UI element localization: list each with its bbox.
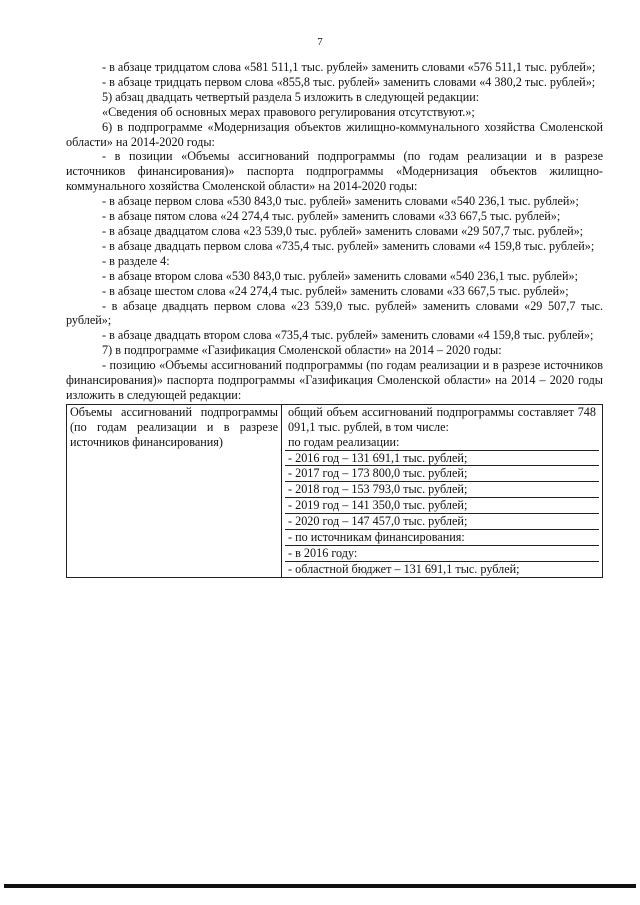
paragraph: - в абзаце пятом слова «24 274,4 тыс. рублей» заменить словами «33 667,5 тыс. рублей»;: [102, 209, 561, 224]
paragraph: - в абзаце двадцатом слова «23 539,0 тыс. рублей» заменить словами «29 507,7 тыс. рублей»;: [102, 223, 584, 238]
paragraph: - в разделе 4:: [102, 253, 170, 268]
paragraph: - в абзаце первом слова «530 843,0 тыс. рублей» заменить словами «540 236,1 тыс. рублей»;: [102, 194, 579, 209]
paragraph: - в абзаце тридцатом слова «581 511,1 тыс. рублей» заменить словами «576 511,1 тыс. рублей»;: [102, 60, 596, 74]
table-value-line: - 2016 год – 131 691,1 тыс. рублей;: [285, 451, 599, 467]
table-value-line: по годам реализации:: [285, 435, 599, 451]
document-body: [66, 60, 603, 578]
paragraph: - в абзаце двадцать первом слова «735,4 тыс. рублей» заменить словами «4 159,8 тыс. рублей»;: [102, 238, 595, 253]
table-value-cell: [282, 404, 603, 577]
table-value-line: - 2019 год – 141 350,0 тыс. рублей;: [285, 498, 599, 514]
paragraph: - в абзаце двадцать первом слова «23 539,0 тыс. рублей» заменить словами «29 507,7 тыс. рублей»;: [66, 298, 603, 328]
paragraph: 6) в подпрограмме «Модернизация объектов жилищно-коммунального хозяйства Смоленской области» на 2014-2020 годы:: [66, 119, 603, 149]
paragraph: - в позиции «Объемы ассигнований подпрограммы (по годам реализации и в разрезе источников финансирования)» паспорта подпрограммы «Модернизация объектов жилищно-коммунального хозяйства Смоленской области» на 2014-2020 годы:: [66, 149, 603, 194]
table-value-line: - 2017 год – 173 800,0 тыс. рублей;: [285, 466, 599, 482]
paragraph: - в абзаце шестом слова «24 274,4 тыс. рублей» заменить словами «33 667,5 тыс. рублей»;: [102, 283, 569, 298]
paragraph: - в абзаце тридцать первом слова «855,8 тыс. рублей» заменить словами «4 380,2 тыс. рублей»;: [102, 74, 596, 89]
passport-table: [66, 404, 603, 578]
paragraph: - позицию «Объемы ассигнований подпрограммы (по годам реализации и в разрезе источников финансирования)» паспорта подпрограммы «Газификация Смоленской области» на 2014 – 2020 годы изложить в следующей редакции:: [66, 358, 603, 402]
paragraph: «Сведения об основных мерах правового регулирования отсутствуют.»;: [102, 104, 475, 119]
paragraph-list: [66, 60, 603, 403]
table-value-line: - 2020 год – 147 457,0 тыс. рублей;: [285, 514, 599, 530]
value-line-list: [285, 405, 599, 577]
paragraph: - в абзаце втором слова «530 843,0 тыс. рублей» заменить словами «540 236,1 тыс. рублей»;: [102, 268, 578, 283]
paragraph: - в абзаце двадцать втором слова «735,4 тыс. рублей» заменить словами «4 159,8 тыс. рублей»;: [102, 328, 594, 343]
table-value-line: - 2018 год – 153 793,0 тыс. рублей;: [285, 482, 599, 498]
table-label-cell: Объемы ассигнований подпрограммы (по годам реализации и в разрезе источников финансирования): [67, 404, 282, 577]
table-value-line: - в 2016 году:: [285, 546, 599, 562]
page-number: 7: [317, 36, 323, 48]
table-value-line: - по источникам финансирования:: [285, 530, 599, 546]
paragraph: 7) в подпрограмме «Газификация Смоленской области» на 2014 – 2020 годы:: [102, 343, 502, 358]
paragraph: 5) абзац двадцать четвертый раздела 5 изложить в следующей редакции:: [102, 89, 480, 104]
table-row: [67, 404, 603, 577]
footer-rule: [4, 884, 636, 888]
table-value-line: - областной бюджет – 131 691,1 тыс. рублей;: [288, 561, 520, 576]
table-value-line: общий объем ассигнований подпрограммы составляет 748 091,1 тыс. рублей, в том числе:: [288, 404, 596, 434]
